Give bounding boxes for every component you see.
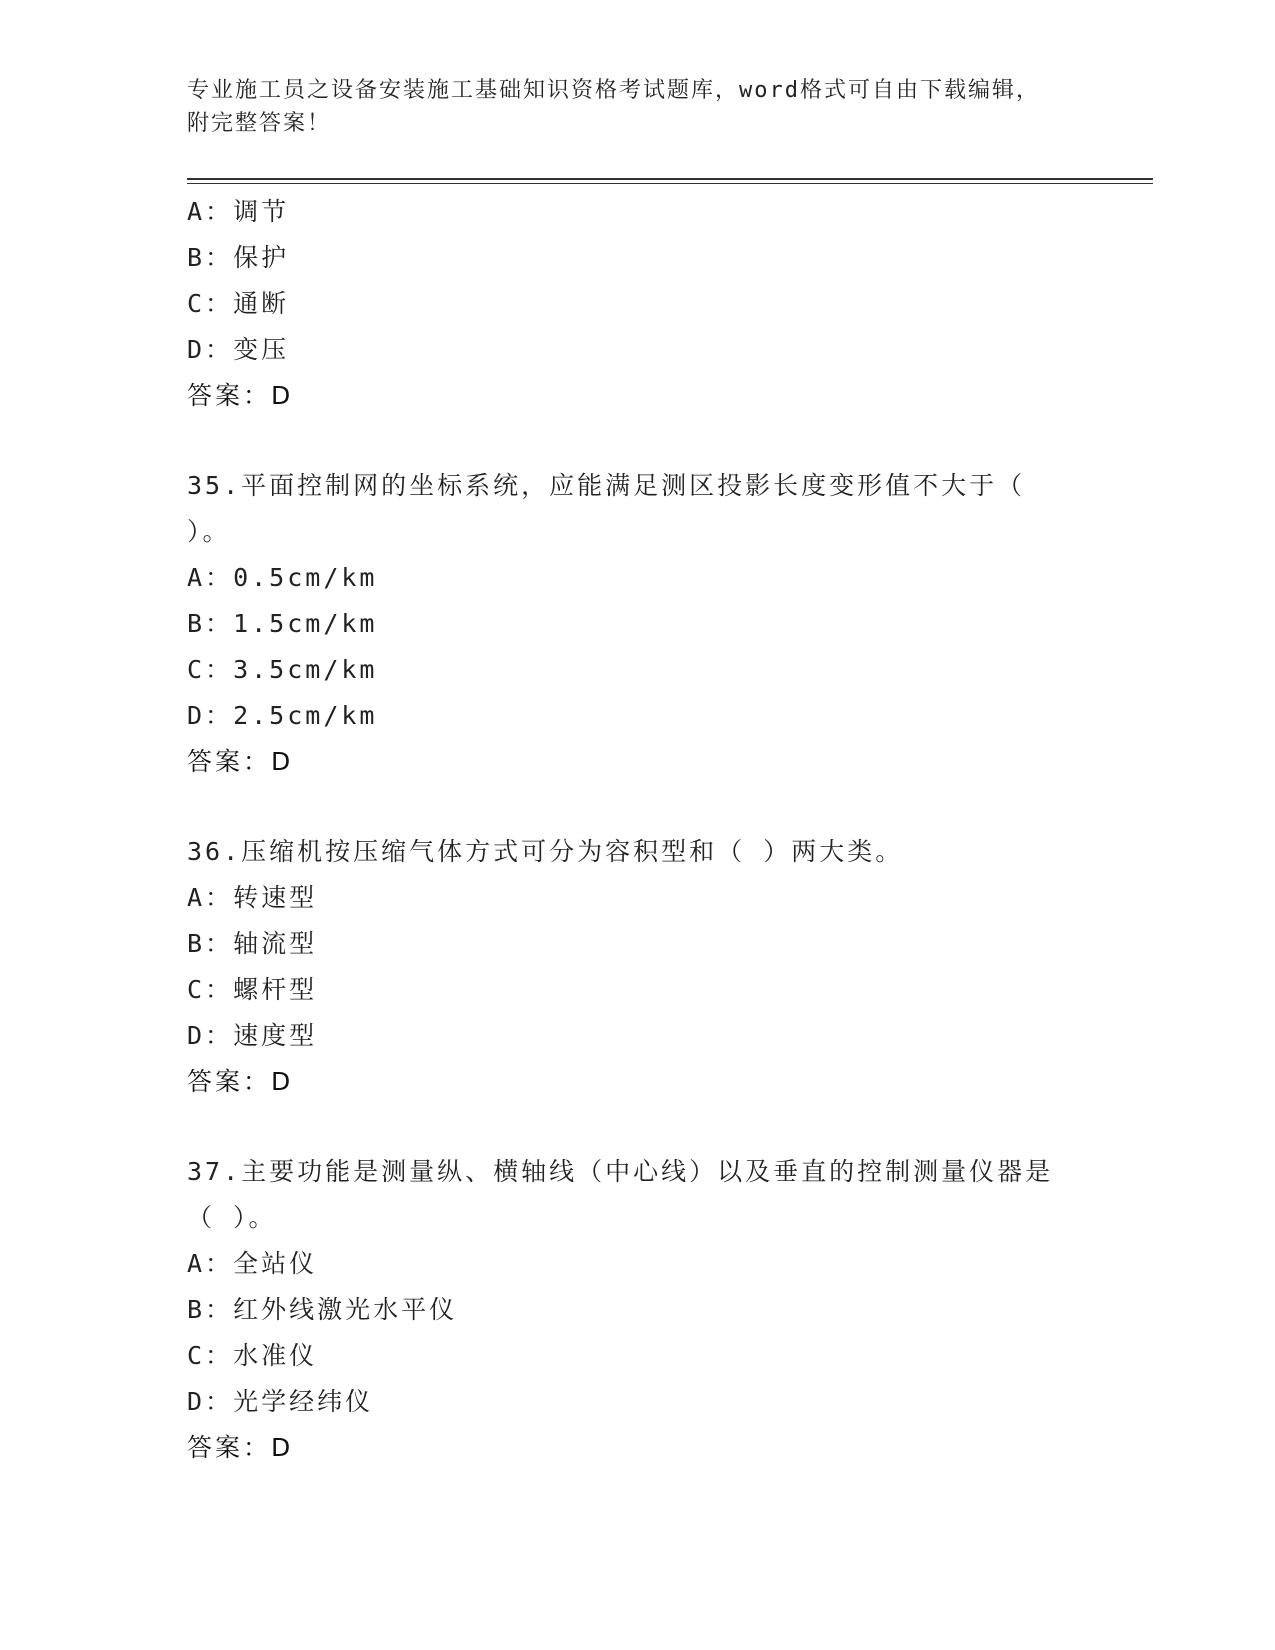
header-line-2: 附完整答案！ bbox=[187, 111, 332, 136]
question-stem-line-1: 35.平面控制网的坐标系统，应能满足测区投影长度变形值不大于（ bbox=[187, 471, 1026, 500]
option-c: C：水准仪 bbox=[187, 1341, 318, 1370]
question-stem-line-1: 37.主要功能是测量纵、横轴线（中心线）以及垂直的控制测量仪器是 bbox=[187, 1157, 1054, 1186]
option-a: A：转速型 bbox=[187, 883, 318, 912]
option-d: D：速度型 bbox=[187, 1021, 318, 1050]
option-a: A：0.5cm/km bbox=[187, 563, 378, 592]
answer-line: 答案：D bbox=[187, 381, 294, 410]
option-b: B：红外线激光水平仪 bbox=[187, 1295, 458, 1324]
question-stem-line-2: ）。 bbox=[187, 517, 231, 546]
answer-line: 答案：D bbox=[187, 1433, 294, 1462]
answer-line: 答案：D bbox=[187, 747, 294, 776]
option-a: A：调节 bbox=[187, 197, 290, 226]
question-37 bbox=[187, 1149, 1087, 1471]
option-b: B：轴流型 bbox=[187, 929, 318, 958]
header-divider-thick bbox=[187, 178, 1153, 180]
question-stem-line-2: （ ）。 bbox=[187, 1203, 277, 1232]
option-b: B：保护 bbox=[187, 243, 290, 272]
option-c: C：螺杆型 bbox=[187, 975, 318, 1004]
option-c: C：3.5cm/km bbox=[187, 655, 378, 684]
option-b: B：1.5cm/km bbox=[187, 609, 378, 638]
option-d: D：光学经纬仪 bbox=[187, 1387, 374, 1416]
option-c: C：通断 bbox=[187, 289, 290, 318]
answer-line: 答案：D bbox=[187, 1067, 294, 1096]
option-a: A：全站仪 bbox=[187, 1249, 318, 1278]
option-d: D：2.5cm/km bbox=[187, 701, 378, 730]
document-header bbox=[187, 74, 1067, 140]
option-d: D：变压 bbox=[187, 335, 290, 364]
question-stem-line-1: 36.压缩机按压缩气体方式可分为容积型和（ ）两大类。 bbox=[187, 837, 904, 866]
header-divider-thin bbox=[187, 183, 1153, 184]
question-36 bbox=[187, 829, 1087, 1105]
question-35 bbox=[187, 463, 1087, 785]
question-content bbox=[187, 189, 1087, 1471]
question-34-continued bbox=[187, 189, 1087, 419]
header-line-1: 专业施工员之设备安装施工基础知识资格考试题库，word格式可自由下载编辑， bbox=[187, 78, 1040, 103]
